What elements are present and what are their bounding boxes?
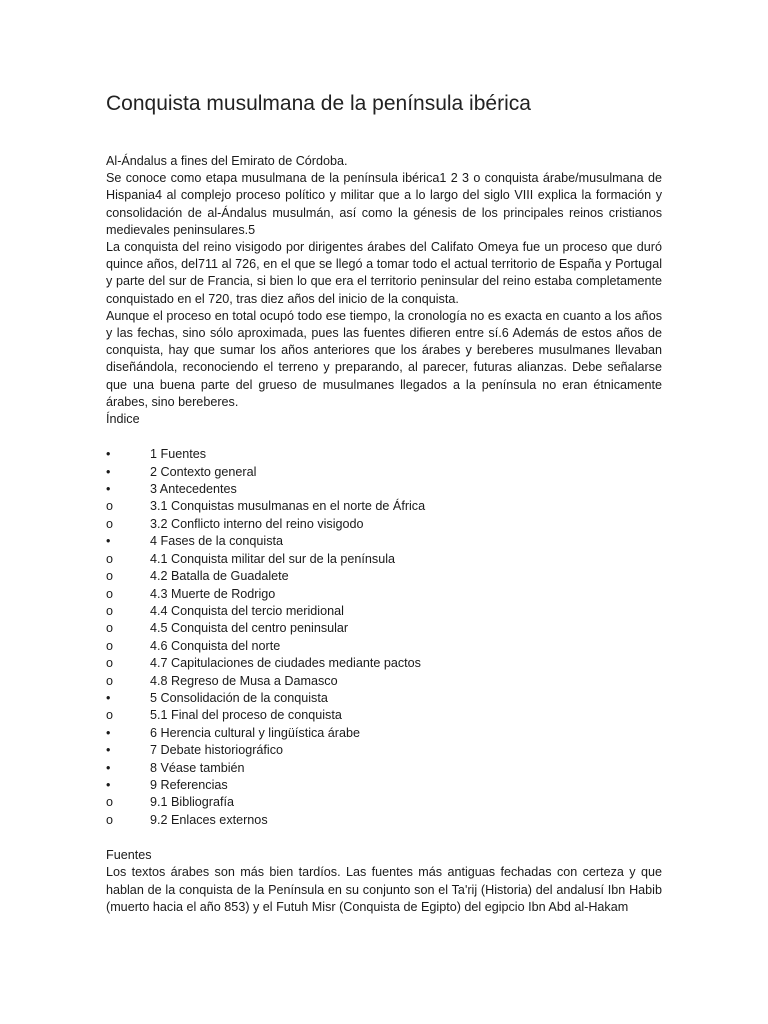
toc-item-text: 4.8 Regreso de Musa a Damasco [150,673,338,688]
toc-item [106,498,662,515]
toc-marker: o [106,586,114,601]
toc-item-text: 1 Fuentes [150,447,207,462]
toc-marker: o [106,516,114,531]
section-text: Los textos árabes son más bien tardíos. Las fuentes más antiguas fechadas con certeza y que hablan de la conquista de la Península en su conjunto son el Ta'rij (Historia) del andalusí Ibn Habib (muerto hacia el año 853) y el Futuh Misr (Conquista de Egipto) del egipcio Ibn Abd al-Hakam [106,865,662,914]
toc-item [106,603,662,620]
toc-item [106,760,662,777]
section-fuentes [106,847,662,916]
toc-item-text: 4.2 Batalla de Guadalete [150,569,289,584]
toc-item-text: 2 Contexto general [150,464,257,479]
toc-item [106,568,662,585]
toc-marker: • [106,743,111,758]
toc-marker: o [106,656,114,671]
toc-item [106,742,662,759]
toc-item [106,516,662,533]
paragraph-conquest: La conquista del reino visigodo por dirigentes árabes del Califato Omeya fue un proceso que duró quince años, del711 al 726, en el que se llegó a tomar todo el actual territorio de España y Portugal y parte del sur de Francia, si bien lo que era el territorio peninsular del reino estaba completamente conquistado en el 720, tras diez años del inicio de la conquista. [106,240,662,306]
toc-item-text: 4.4 Conquista del tercio meridional [150,603,344,618]
toc-marker: o [106,638,114,653]
toc-marker: o [106,673,114,688]
paragraph-chronology: Aunque el proceso en total ocupó todo ese tiempo, la cronología no es exacta en cuanto a los años y las fechas, sino sólo aproximada, pues las fuentes difieren entre sí.6 Además de estos años de conquista, hay que sumar los años anteriores que los árabes y bereberes musulmanes llevaban diseñándola, reconociendo el terreno y preparando, al parecer, futuras alianzas. Debe señalarse que una buena parte del grueso de musulmanes llegados a la península no eran étnicamente árabes, sino bereberes. [106,308,662,409]
paragraph-intro: Se conoce como etapa musulmana de la península ibérica1 2 3 o conquista árabe/musulmana de Hispania4 al complejo proceso político y militar que a lo largo del siglo VIII explica la formación y consolidación de al-Ándalus musulmán, así como la génesis de los principales reinos cristianos medievales peninsulares.5 [106,171,662,237]
toc-item [106,690,662,707]
toc-item-text: 3 Antecedentes [150,482,237,497]
toc-item-text: 6 Herencia cultural y lingüística árabe [150,725,361,740]
paragraph-caption: Al-Ándalus a fines del Emirato de Córdoba. [106,154,348,168]
toc-item-text: 3.1 Conquistas musulmanas en el norte de África [150,499,426,514]
toc-item-text: 4.7 Capitulaciones de ciudades mediante pactos [150,656,421,671]
toc-marker: o [106,708,114,723]
toc-marker: • [106,760,111,775]
toc-item [106,707,662,724]
toc-item [106,812,662,829]
toc-item-text: 4.5 Conquista del centro peninsular [150,621,349,636]
toc-item-text: 8 Véase también [150,760,245,775]
toc-item-text: 4 Fases de la conquista [150,534,284,549]
toc-item-text: 9.2 Enlaces externos [150,812,268,827]
page-title: Conquista musulmana de la península ibérica [106,92,531,115]
toc-marker: • [106,725,111,740]
toc-item-text: 7 Debate historiográfico [150,743,284,758]
toc-item-text: 5.1 Final del proceso de conquista [150,708,342,723]
toc-item [106,551,662,568]
toc-item-text: 9 Referencias [150,777,228,792]
toc-item [106,777,662,794]
toc-item [106,794,662,811]
toc-marker: • [106,464,111,479]
toc-item [106,620,662,637]
toc-item-text: 4.3 Muerte de Rodrigo [150,586,276,601]
toc-marker: • [106,447,111,462]
toc-item-text: 5 Consolidación de la conquista [150,690,328,705]
toc-marker: o [106,621,114,636]
toc-item [106,464,662,481]
toc-marker: o [106,603,114,618]
toc-marker: • [106,482,111,497]
toc-item-text: 4.1 Conquista militar del sur de la península [150,551,396,566]
toc-item [106,481,662,498]
toc-item-text: 3.2 Conflicto interno del reino visigodo [150,516,364,531]
toc-item [106,725,662,742]
toc-item-text: 4.6 Conquista del norte [150,638,281,653]
toc-item [106,533,662,550]
toc-marker: o [106,795,114,810]
index-heading: Índice [106,412,140,427]
toc-marker: • [106,690,111,705]
toc-item-text: 9.1 Bibliografía [150,795,235,810]
section-heading: Fuentes [106,848,152,863]
toc-item [106,673,662,690]
toc-marker: o [106,499,114,514]
document-body [106,153,662,916]
toc-marker: • [106,534,111,549]
toc-item [106,586,662,603]
toc-item [106,446,662,463]
table-of-contents [106,446,662,829]
toc-item [106,638,662,655]
toc-marker: o [106,551,114,566]
toc-item [106,655,662,672]
toc-marker: o [106,812,114,827]
toc-marker: • [106,777,111,792]
toc-marker: o [106,569,114,584]
